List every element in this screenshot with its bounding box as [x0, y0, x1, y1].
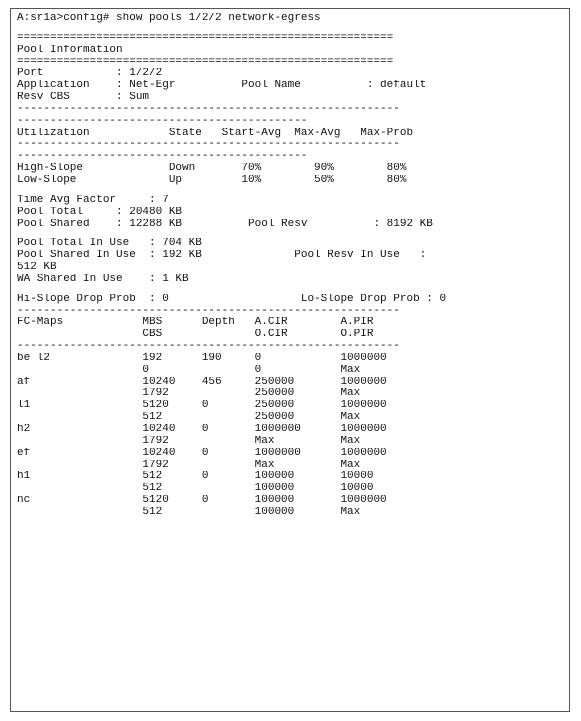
fc-row-line1: l1 5120 0 250000 1000000 — [17, 400, 387, 412]
fc-row-line2: 512 100000 10000 — [17, 483, 374, 495]
application-line: Application : Net-Egr Pool Name : default — [17, 80, 427, 92]
fc-row-line2: 1792 Max Max — [17, 435, 361, 447]
fc-maps-header-2: CBS O.CIR O.PIR — [17, 329, 374, 341]
fc-row-line2: 1792 250000 Max — [17, 388, 361, 400]
pool-shared-line: Pool Shared : 12288 KB Pool Resv : 8192 KB — [17, 218, 433, 230]
drop-prob-line: Hi-Slope Drop Prob : 0 Lo-Slope Drop Prob : 0 — [17, 293, 447, 305]
fc-row-line1: ef 10240 0 1000000 1000000 — [17, 447, 387, 459]
fc-row-line1: af 10240 456 250000 1000000 — [17, 376, 387, 388]
pool-shared-in-use-line: Pool Shared In Use : 192 KB Pool Resv In Use : — [17, 250, 427, 262]
blank-line — [17, 25, 563, 33]
terminal-output — [10, 8, 570, 712]
resv-cbs-line: Resv CBS : Sum — [17, 92, 150, 104]
rule-dash: ---------------------------------------------------------- — [17, 341, 400, 353]
rule-dash: ---------------------------------------------------------- — [17, 139, 400, 151]
fc-maps-header-1: FC-Maps MBS Depth A.CIR A.PIR — [17, 317, 374, 329]
fc-row-line1: be l2 192 190 0 1000000 — [17, 352, 387, 364]
rule-dash-short: -------------------------------------------- — [17, 151, 308, 163]
fc-row-line1: h1 512 0 100000 10000 — [17, 471, 374, 483]
command-prompt: A:sr1a>config# show pools 1/2/2 network-egress — [17, 13, 321, 24]
pool-total-in-use-line: Pool Total In Use : 704 KB — [17, 238, 202, 250]
port-line: Port : 1/2/2 — [17, 68, 163, 80]
blank-line — [17, 187, 563, 195]
high-slope-row: High-Slope Down 70% 90% 80% — [17, 163, 407, 175]
time-avg-factor-line: Time Avg Factor : 7 — [17, 194, 169, 206]
utilization-header: Utilization State Start-Avg Max-Avg Max-Prob — [17, 127, 414, 139]
fc-row-line2: 0 0 Max — [17, 364, 361, 376]
pool-total-line: Pool Total : 20480 KB — [17, 206, 183, 218]
fc-row-line1: h2 10240 0 1000000 1000000 — [17, 424, 387, 435]
wa-shared-in-use-line: WA Shared In Use : 1 KB — [17, 273, 189, 285]
fc-row-line2: 512 100000 Max — [17, 506, 361, 518]
fc-row-line2: 1792 Max Max — [17, 459, 361, 471]
blank-line — [17, 230, 563, 238]
pool-resv-in-use-value: 512 KB — [17, 262, 57, 274]
section-title-pool-information: Pool Information — [17, 44, 123, 56]
low-slope-row: Low-Slope Up 10% 50% 80% — [17, 174, 407, 186]
rule-equals: ========================================================= — [17, 56, 394, 68]
rule-dash-short: -------------------------------------------- — [17, 115, 308, 127]
rule-dash: ---------------------------------------------------------- — [17, 305, 400, 317]
rule-dash: ---------------------------------------------------------- — [17, 103, 400, 115]
fc-row-line2: 512 250000 Max — [17, 412, 361, 424]
fc-row-line1: nc 5120 0 100000 1000000 — [17, 495, 387, 507]
rule-equals: ========================================================= — [17, 32, 394, 44]
blank-line — [17, 286, 563, 294]
